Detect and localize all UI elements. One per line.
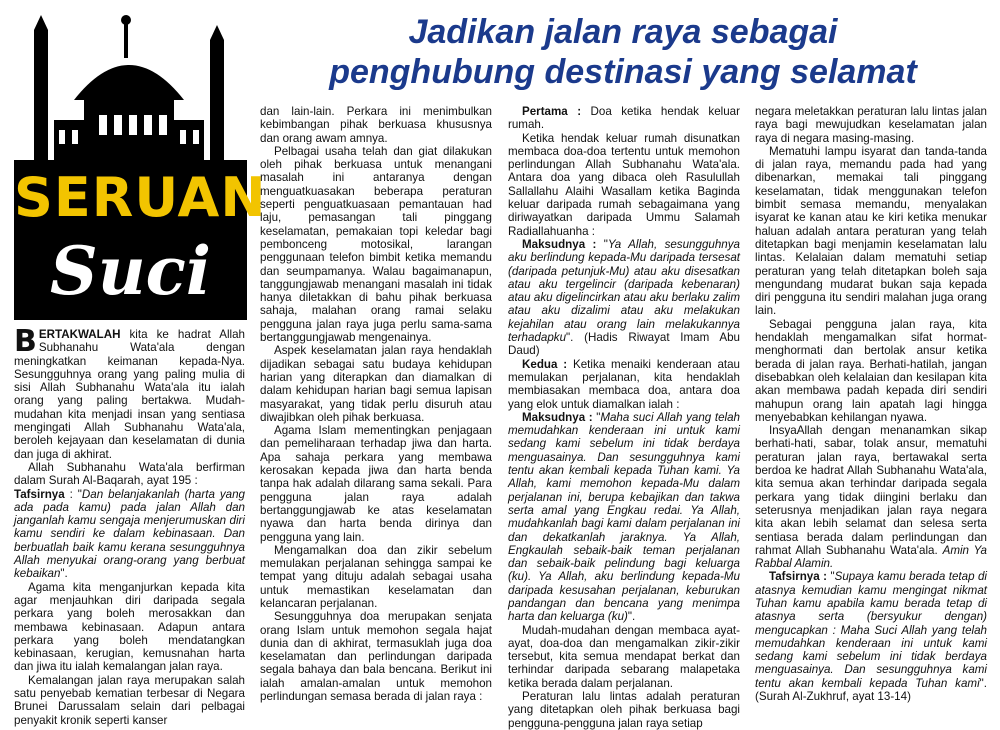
article-headline	[262, 12, 984, 92]
paragraph	[755, 570, 987, 703]
label: Kedua :	[522, 357, 568, 371]
article-column-2	[260, 105, 492, 721]
punct: "	[592, 410, 601, 424]
paragraph	[508, 105, 740, 132]
paragraph-text: Doa ketika hendak keluar rumah.	[508, 105, 740, 132]
headline-line-2: penghubung destinasi yang selamat	[329, 53, 917, 91]
paragraph: Kemalangan jalan raya merupakan salah satu penyebab kematian terbesar di Negara Brunei Darussalam selain dari pelbagai penyakit kronik seperti kanser	[14, 673, 245, 727]
label: Maksudnya :	[522, 237, 597, 251]
punct: ".	[627, 610, 636, 624]
paragraph: Peraturan lalu lintas adalah peraturan yang ditetapkan oleh pihak berkuasa bagi pengguna-pengguna jalan raya setiap	[508, 690, 740, 730]
article-column-4	[755, 105, 987, 721]
punct: "	[827, 570, 835, 584]
label: Maksudnya :	[522, 410, 593, 424]
article-column-3	[508, 105, 741, 730]
paragraph: Allah Subhanahu Wata'ala berfirman dalam Surah Al-Baqarah, ayat 195 :	[14, 460, 245, 488]
label: Tafsirnya :	[769, 570, 828, 584]
drop-cap: B	[14, 324, 37, 359]
punct: "	[596, 237, 608, 251]
paragraph	[14, 488, 245, 581]
paragraph-text: kita ke hadrat Allah Subhanahu Wata'ala dengan meningkatkan keimanan kepada-Nya. Sesungguhnya orang yang paling mulia di sisi Allah Subhanahu Wata'ala itu ialah orang yang paling bertakwa. Mudah-mudahan kita menjadi insan yang sentiasa mengingati Allah Subhanahu Wata'ala, beroleh kejayaan dan keselamatan di dunia dan juga di akhirat.	[14, 328, 245, 461]
paragraph: Agama kita menganjurkan kepada kita agar menjauhkan diri daripada segala perkara yang boleh merosakkan dan membawa kebinasaan. Adapun antara perkara yang boleh mendatangkan kebinasaan, kerugian, kemusnahan harta dan jiwa itu ialah kemalangan jalan raya.	[14, 580, 245, 674]
citation: ". (Surah Al-Zukhruf, ayat 13-14)	[755, 676, 987, 704]
label: Pertama :	[522, 105, 582, 118]
paragraph: Agama Islam mementingkan penjagaan dan pemeliharaan terhadap jiwa dan harta. Apa sahaja perkara yang membawa kerosakan kepada jiwa dan harta benda tanpa hak adalah dilarang sama sekali. Para pengguna jalan raya adalah bertanggungjawab ke atas keselamatan nyawa dan harta benda dirinya dan pengguna yang lain.	[260, 424, 492, 544]
citation: ". (Hadis Riwayat Imam Abu Daud)	[508, 331, 740, 358]
paragraph: negara meletakkan peraturan lalu lintas jalan raya bagi mewujudkan keselamatan jalan raya di negara masing-masing.	[755, 105, 987, 145]
lead-word: ERTAKWALAH	[38, 328, 121, 341]
paragraph: dan lain-lain. Perkara ini menimbulkan kebimbangan pihak berkuasa khususnya dan orang awam amnya.	[260, 105, 492, 145]
paragraph: Aspek keselamatan jalan raya hendaklah dijadikan sebagai satu budaya kehidupan harian yang diterapkan dan diamalkan di dalam kehidupan harian bagi semua lapisan masyarakat, yang tidak perlu disuruh atau diwajibkan oleh pihak berkuasa.	[260, 344, 492, 424]
logo-suci-text: Suci	[50, 232, 211, 310]
seruan-suci-logo	[14, 10, 267, 320]
article-column-1	[14, 324, 245, 727]
headline-line-1: Jadikan jalan raya sebagai	[408, 13, 838, 51]
paragraph: Sesungguhnya doa merupakan senjata orang Islam untuk memohon segala hajat dunia dan di akhirat, termasuklah juga doa keselamatan dan perlindungan daripada segala bahaya dan bala bencana. Berikut ini ialah amalan-amalan untuk memohon perlindungan semasa berada di jalan raya :	[260, 610, 492, 704]
paragraph-text: Ketika menaiki kenderaan atau memulakan perjalanan, kita hendaklah membiasakan membaca doa, antara doa yang elok untuk diamalkan ialah :	[508, 357, 741, 411]
paragraph	[14, 324, 245, 461]
quote-text: Dan belanjakanlah (harta yang ada pada kamu) pada jalan Allah dan janganlah kamu sengaja menjerumuskan diri kamu sendiri ke dalam kebinasaan. Dan berbuatlah baik kamu kerana sesungguhnya Allah menyukai orang-orang yang berbuat kebaikan	[14, 487, 245, 581]
closing-prayer: Amin Ya Rabbal Alamin.	[755, 543, 987, 571]
paragraph-text: InsyaAllah dengan menanamkan sikap berhati-hati, sabar, tolak ansur, mematuhi peraturan jalan raya, bertawakal serta berdoa ke hadrat Allah Subhanahu Wata'ala, kita semua akan terhindar daripada segala perkara yang tidak diingini berlaku dan seterusnya menjadikan jalan raya negara kita akan lebih selamat dan selesa serta sentiasa berada dalam perlindungan dan rahmat Allah Subhanahu Wata'ala.	[755, 424, 987, 557]
paragraph: Sebagai pengguna jalan raya, kita hendaklah mengamalkan sifat hormat-menghormati dan bertolak ansur ketika berada di jalan raya. Berhati-hatilah, jangan disebabkan oleh kelalaian dan kesilapan kita akan membawa padah kepada diri sendiri mahupun orang lain apatah lagi hingga menyebabkan kehilangan nyawa.	[755, 317, 987, 424]
paragraph	[755, 424, 987, 570]
quote-text: Supaya kamu berada tetap di atasnya kemudian kamu mengingat nikmat Tuhan kamu apabila kamu berada tetap di atasnya serta (bersyukur dengan) mengucapkan : Maha Suci Allah yang telah memudahkan kenderaan ini untuk kami sedang kami sebelum ini tidak berdaya menguasainya. Dan sesungguhnya kami tentu akan kembali kepada Tuhan kami	[755, 570, 987, 690]
logo-seruan-text: SERUAN	[14, 166, 267, 229]
punct: : "	[64, 487, 82, 501]
paragraph: Ketika hendak keluar rumah disunatkan membaca doa-doa tertentu untuk memohon perlindungan Allah Subhanahu Wata'ala. Antara doa yang dibaca oleh Rasulullah Sallallahu Alaihi Wasallam ketika Baginda keluar daripada rumah sebagaimana yang diriwayatkan daripada Ummu Salamah Radiallahuanha :	[508, 131, 740, 238]
paragraph: Mudah-mudahan dengan membaca ayat-ayat, doa-doa dan mengamalkan zikir-zikir tersebut, kita semua mendapat berkat dan terhindar daripada sebarang malapetaka ketika berada dalam perjalanan.	[508, 623, 740, 690]
paragraph: Mengamalkan doa dan zikir sebelum memulakan perjalanan sehingga sampai ke tempat yang dituju adalah sebagai usaha untuk memastikan keselamatan dan kelancaran perjalanan.	[260, 543, 492, 610]
punct: ".	[60, 567, 68, 581]
paragraph	[508, 238, 740, 358]
paragraph: Mematuhi lampu isyarat dan tanda-tanda di jalan raya, memandu pada had yang dibenarkan, memakai tali pinggang keselamatan, tidak menggunakan telefon bimbit semasa memandu, menyalakan isyarat ke kanan atau ke kiri ketika menukar haluan adalah antara peraturan yang telah ditetapkan bagi menjamin keselamatan lalu lintas. Kelalaian dalam mematuhi setiap peraturan yang telah ditetapkan boleh saja mengundang mudarat bukan saja kepada diri pengguna itu sendiri malahan juga orang lain.	[755, 144, 987, 318]
quote-text: Ya Allah, sesungguhnya aku berlindung kepada-Mu daripada tersesat (daripada petunjuk-Mu) atau aku disesatkan atau aku tergelincir (daripada kebenaran) atau aku digelincirkan atau aku berlaku zalim atau aku dizalimi atau aku melakukan kejahilan atau orang lain melakukannya terhadapku	[508, 237, 740, 345]
paragraph: Pelbagai usaha telah dan giat dilakukan oleh pihak berkuasa untuk menangani masalah ini antaranya dengan menguatkuasakan beberapa peraturan seperti penguatkuasaan pemantauan had laju, pemasangan tali pinggang keselamatan, pemakaian topi keledar bagi pembonceng motosikal, larangan penggunaan telefon bimbit ketika memandu dan seumpamanya. Walau bagaimanapun, tanggungjawab menangani masalah ini tidak hanya diletakkan di bahu pihak berkuasa sahaja, malahan orang ramai selaku pengguna jalan raya juga perlu sama-sama bertanggungjawab mengenainya.	[260, 144, 492, 345]
quote-text: Maha suci Allah yang telah memudahkan kenderaan ini untuk kami sedang kami sebelum ini tidak berdaya menguasainya. Dan sesungguhnya kami tentu akan kembali kepada Tuhan kami. Ya Allah, kami memohon kepada-Mu dalam perjalanan ini, berupa kebajikan dan takwa serta amal yang Engkau redai. Ya Allah, mudahkanlah bagi kami dalam perjalanan ini dan dekatkanlah jaraknya. Ya Allah, Engkaulah sebaik-baik teman perjalanan dan sebaik-baik pelindung bagi keluarga (ku). Ya Allah, aku berlindung kepada-Mu daripada kesusahan perjalanan, keburukan pandangan dan bencana yang menimpa harta dan keluarga (ku)	[508, 410, 740, 624]
paragraph	[508, 358, 740, 411]
label: Tafsirnya	[14, 487, 65, 501]
paragraph	[508, 411, 740, 624]
